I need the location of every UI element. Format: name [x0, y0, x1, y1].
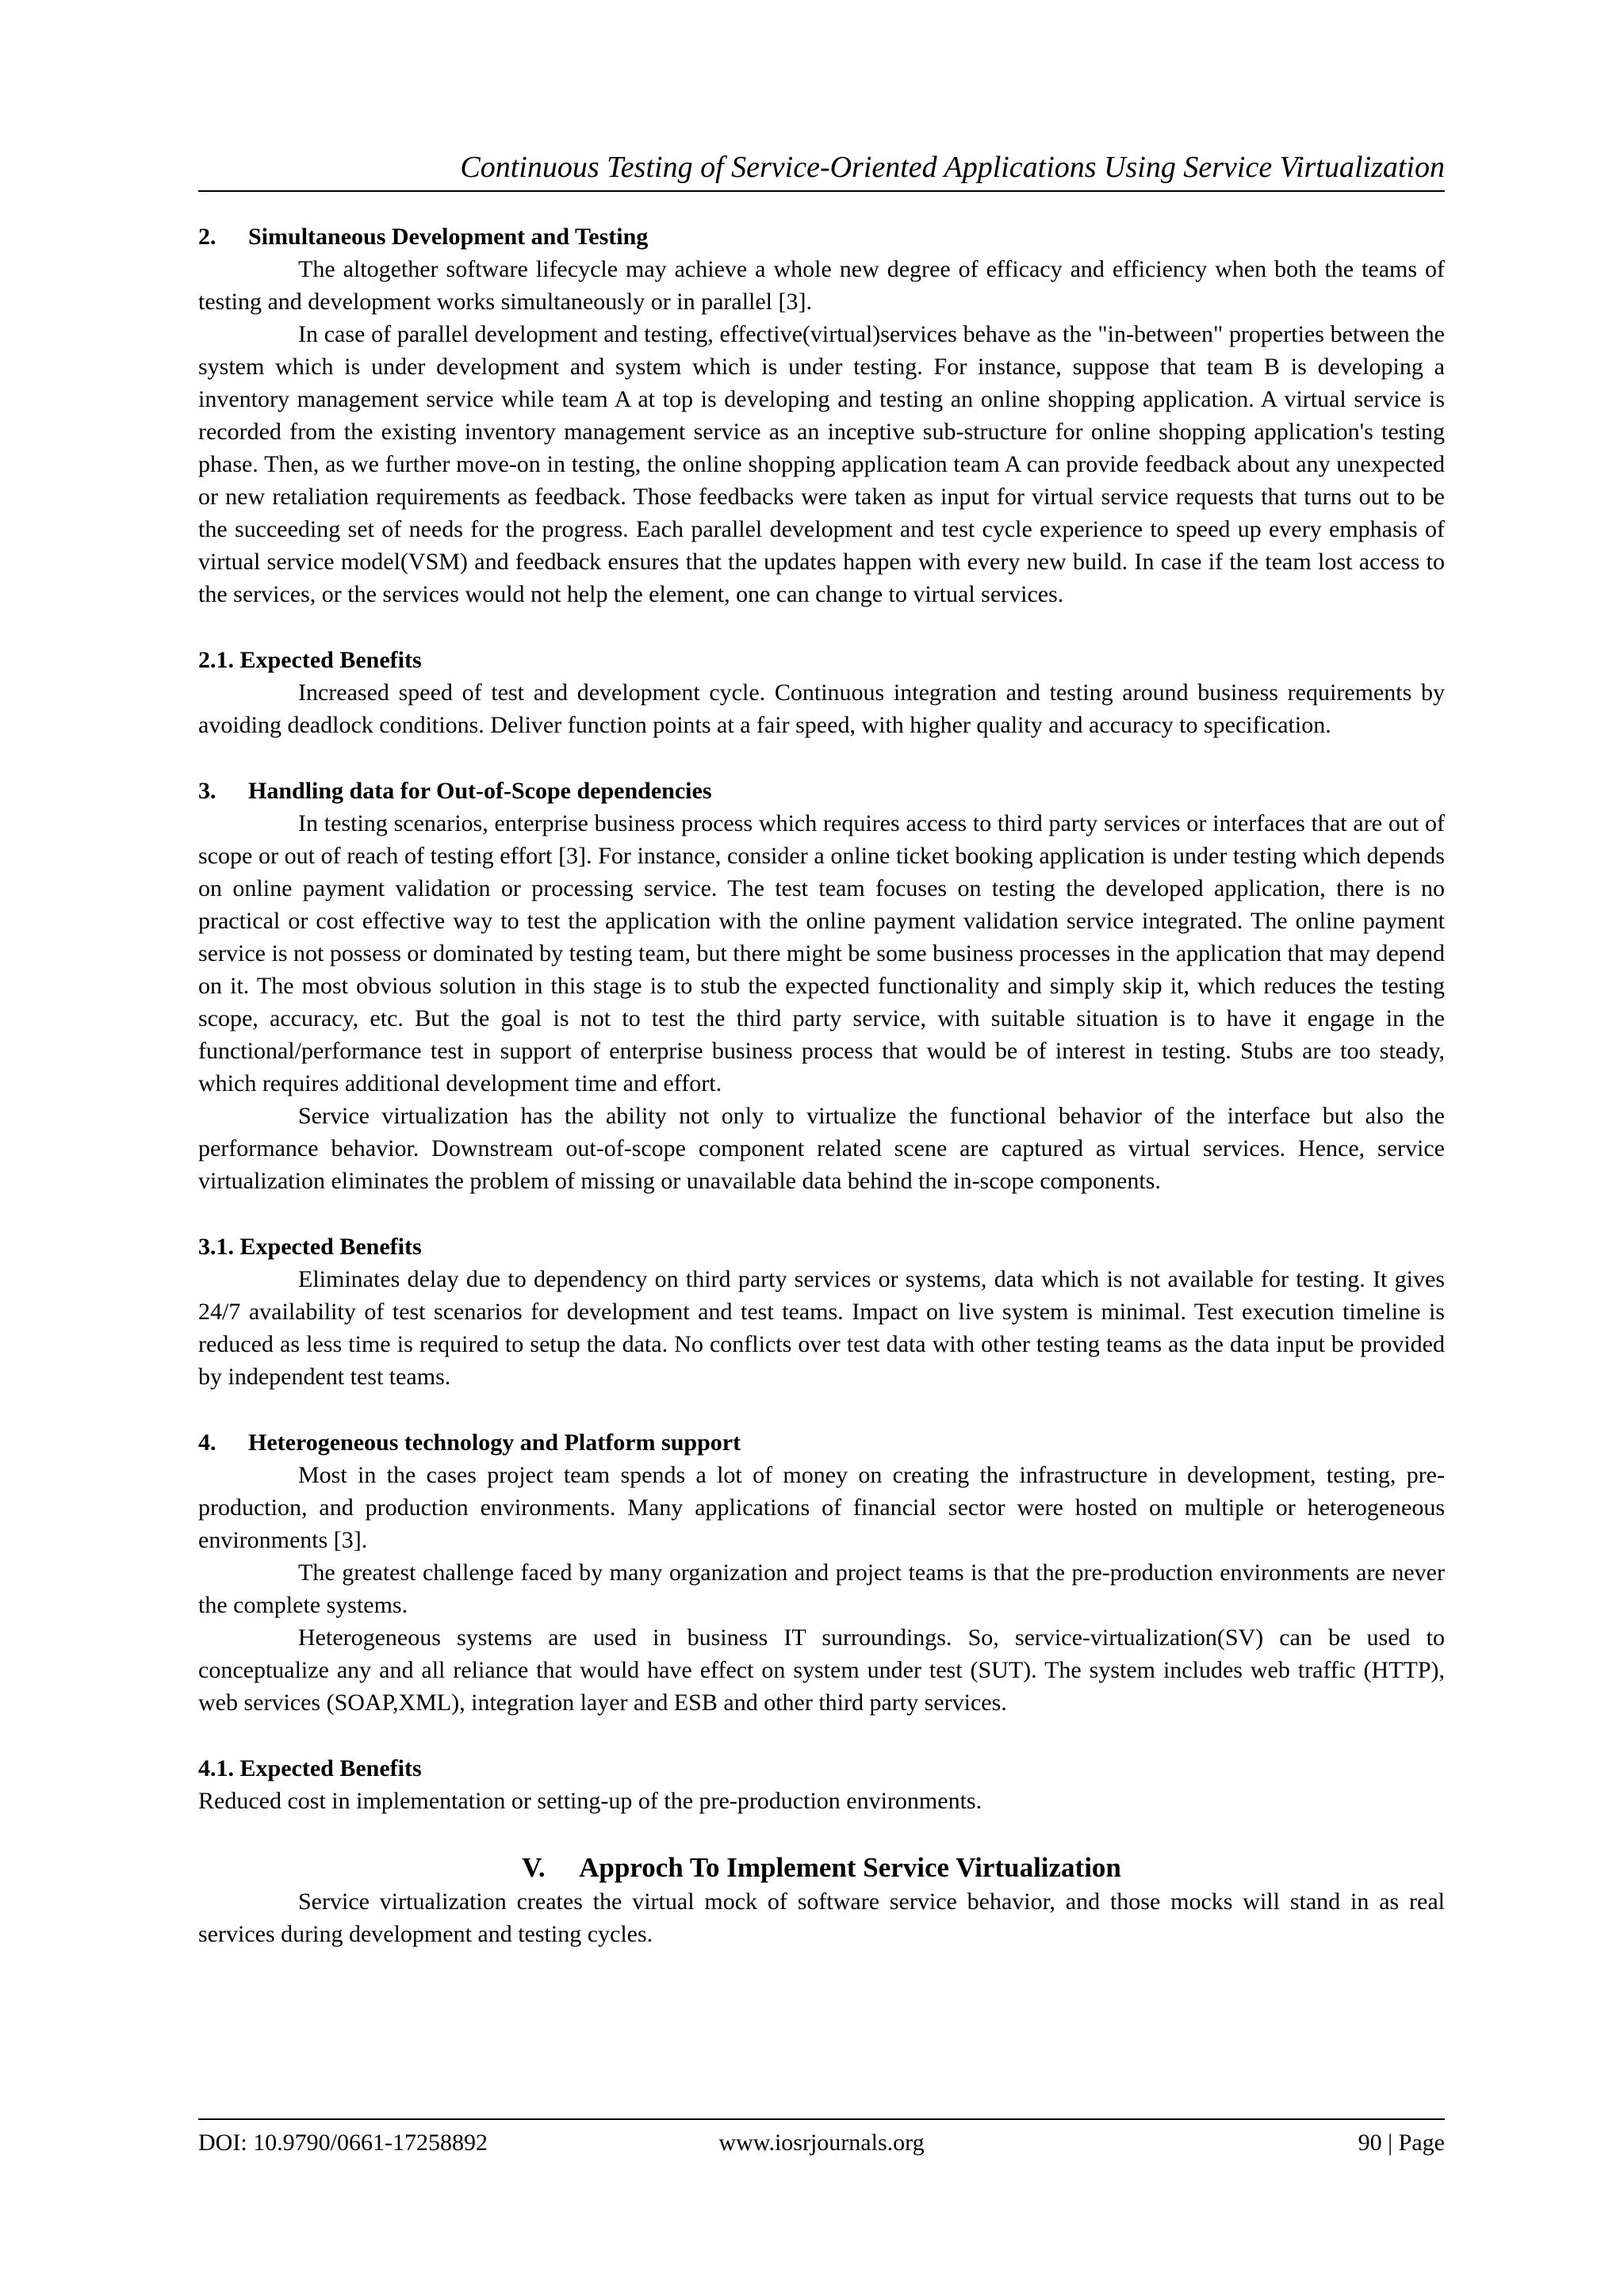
section-title: Simultaneous Development and Testing [248, 224, 649, 250]
paragraph: The greatest challenge faced by many organization and project teams is that the pre-production environments are never the complete systems. [198, 1559, 1445, 1618]
page-body [198, 220, 1445, 1950]
section-number: 4. [198, 1429, 216, 1456]
section-V-heading [198, 1850, 1445, 1885]
paragraph: Service virtualization has the ability not only to virtualize the functional behavior of the interface but also the performance behavior. Downstream out-of-scope component related scene are captured as virtual services. Hence, service virtualization eliminates the problem of missing or unavailable data behind the in-scope components. [198, 1103, 1445, 1194]
section-number: 3. [198, 778, 216, 804]
section-3-heading [198, 775, 1445, 807]
paper-page [198, 0, 1445, 2296]
section-number: V. [522, 1852, 546, 1883]
section-number: 2. [198, 224, 216, 250]
section-4-1-heading: 4.1. Expected Benefits [198, 1755, 422, 1781]
header-rule [198, 190, 1445, 192]
section-2-heading [198, 220, 1445, 253]
paragraph: Eliminates delay due to dependency on third party services or systems, data which is not available for testing. It gives 24/7 availability of test scenarios for development and test teams. Impact on live system is minimal. Test execution timeline is reduced as less time is required to setup the data. No conflicts over test data with other testing teams as the data input be provided by independent test teams. [198, 1266, 1445, 1390]
footer-rule [198, 2118, 1445, 2120]
section-4-heading [198, 1426, 1445, 1459]
page-number: 90 | Page [1358, 2130, 1445, 2156]
section-title: Handling data for Out-of-Scope dependencies [248, 778, 712, 804]
paragraph: In testing scenarios, enterprise business process which requires access to third party services or interfaces that are out of scope or out of reach of testing effort [3]. For instance, consider a online ticket booking application is under testing which depends on online payment validation or processing service. The test team focuses on testing the developed application, there is no practical or cost effective way to test the application with the online payment validation service integrated. The online payment service is not possess or dominated by testing team, but there might be some business processes in the application that may depend on it. The most obvious solution in this stage is to stub the expected functionality and simply skip it, which reduces the testing scope, accuracy, etc. But the goal is not to test the third party service, with suitable situation is to have it engage in the functional/performance test in support of enterprise business process that would be of interest in testing. Stubs are too steady, which requires additional development time and effort. [198, 810, 1445, 1096]
paragraph: Service virtualization creates the virtual mock of software service behavior, and those mocks will stand in as real services during development and testing cycles. [198, 1888, 1445, 1947]
section-3-1-heading: 3.1. Expected Benefits [198, 1234, 422, 1260]
doi-label: DOI: 10.9790/0661-17258892 [198, 2130, 488, 2156]
paragraph: In case of parallel development and testing, effective(virtual)services behave as the "in-between" properties between the system which is under development and system which is under testing. For instance, suppose that team B is developing a inventory management service while team A at top is developing and testing an online shopping application. A virtual service is recorded from the existing inventory management service as an inceptive sub-structure for online shopping application's testing phase. Then, as we further move-on in testing, the online shopping application team A can provide feedback about any unexpected or new retaliation requirements as feedback. Those feedbacks were taken as input for virtual service requests that turns out to be the succeeding set of needs for the progress. Each parallel development and test cycle experience to speed up every emphasis of virtual service model(VSM) and feedback ensures that the updates happen with every new build. In case if the team lost access to the services, or the services would not help the element, one can change to virtual services. [198, 321, 1445, 607]
journal-website: www.iosrjournals.org [718, 2130, 925, 2156]
paragraph: Increased speed of test and development cycle. Continuous integration and testing around business requirements by avoiding deadlock conditions. Deliver function points at a fair speed, with higher quality and accuracy to specification. [198, 679, 1445, 738]
paragraph: The altogether software lifecycle may achieve a whole new degree of efficacy and efficiency when both the teams of testing and development works simultaneously or in parallel [3]. [198, 256, 1445, 315]
section-title: Heterogeneous technology and Platform support [248, 1429, 741, 1456]
paragraph: Most in the cases project team spends a lot of money on creating the infrastructure in development, testing, pre-production, and production environments. Many applications of financial sector were hosted on multiple or heterogeneous environments [3]. [198, 1462, 1445, 1553]
paragraph: Reduced cost in implementation or setting-up of the pre-production environments. [198, 1788, 982, 1814]
running-title: Continuous Testing of Service-Oriented Applications Using Service Virtualization [460, 151, 1445, 184]
paragraph: Heterogeneous systems are used in business IT surroundings. So, service-virtualization(SV) can be used to conceptualize any and all reliance that would have effect on system under test (SUT). The system includes web traffic (HTTP), web services (SOAP,XML), integration layer and ESB and other third party services. [198, 1624, 1445, 1716]
section-2-1-heading: 2.1. Expected Benefits [198, 647, 422, 673]
page-footer [198, 2126, 1445, 2160]
section-title: Approch To Implement Service Virtualization [579, 1852, 1121, 1883]
